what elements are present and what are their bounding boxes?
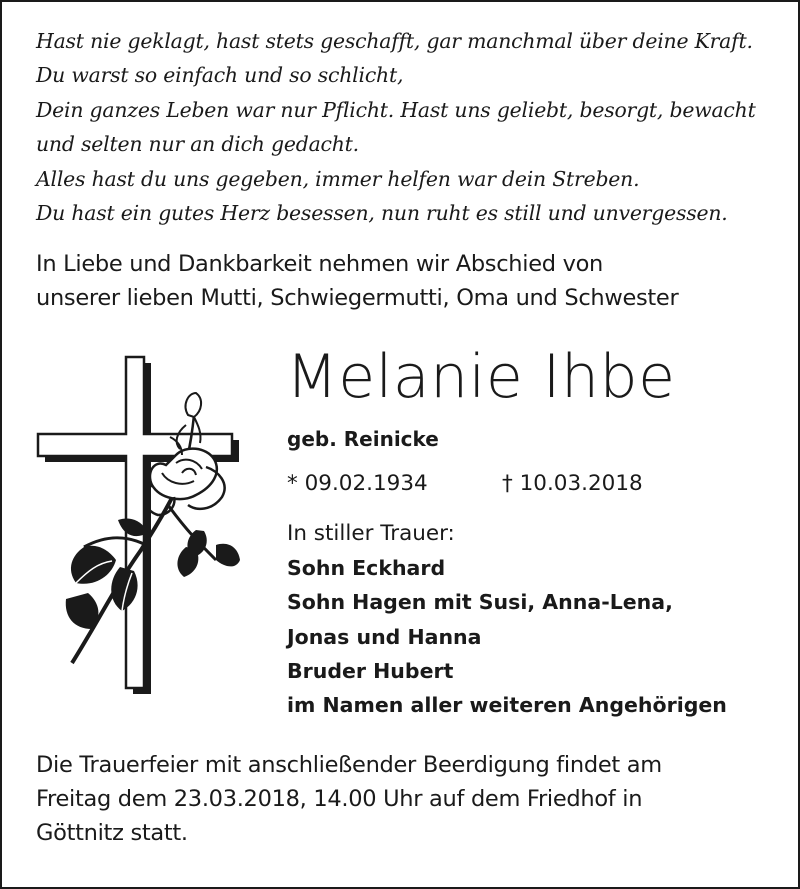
birth-date: * 09.02.1934: [287, 471, 428, 496]
poem-line: Du warst so einfach und so schlicht,: [36, 63, 404, 88]
deceased-name: Melanie Ihbe: [286, 342, 676, 412]
mourner-name: Sohn Eckhard: [287, 556, 446, 581]
intro-text: [36, 247, 776, 315]
death-date: † 10.03.2018: [502, 471, 643, 496]
mourner-name: Bruder Hubert: [287, 658, 454, 683]
poem-line: und selten nur an dich gedacht.: [36, 132, 359, 157]
funeral-line: Göttnitz statt.: [36, 820, 188, 846]
poem: [36, 24, 776, 230]
intro-line: unserer lieben Mutti, Schwiegermutti, Oma und Schwester: [36, 285, 679, 311]
funeral-info: [36, 748, 776, 850]
funeral-line: Die Trauerfeier mit anschließender Beerdigung findet am: [36, 752, 662, 778]
poem-line: Hast nie geklagt, hast stets geschafft, gar manchmal über deine Kraft.: [36, 29, 753, 53]
maiden-name: geb. Reinicke: [287, 427, 439, 451]
mourners-lead: In stiller Trauer:: [287, 521, 455, 546]
mourner-name: im Namen aller weiteren Angehörigen: [287, 693, 727, 718]
mourner-name: Jonas und Hanna: [287, 624, 482, 649]
cross-with-rose-icon: [36, 355, 241, 700]
mourner-name: Sohn Hagen mit Susi, Anna-Lena,: [287, 590, 673, 615]
poem-line: Alles hast du uns gegeben, immer helfen war dein Streben.: [36, 166, 640, 191]
life-dates: [287, 468, 707, 500]
poem-line: Dein ganzes Leben war nur Pflicht. Hast uns geliebt, besorgt, bewacht: [36, 97, 756, 122]
poem-line: Du hast ein gutes Herz besessen, nun ruht es still und unvergessen.: [36, 201, 728, 226]
intro-line: In Liebe und Dankbarkeit nehmen wir Abschied von: [36, 251, 604, 277]
cross-rose-graphic: [36, 355, 241, 695]
mourners-list: [287, 517, 787, 722]
funeral-line: Freitag dem 23.03.2018, 14.00 Uhr auf dem Friedhof in: [36, 786, 643, 812]
